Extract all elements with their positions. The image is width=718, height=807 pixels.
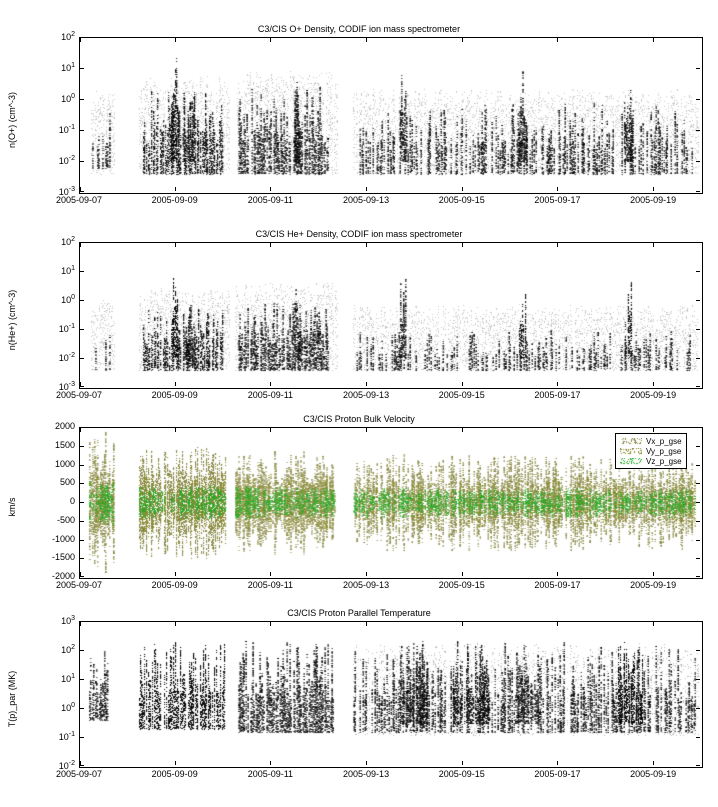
x-tick-mark [557, 38, 558, 42]
y-tick-label: 500 [59, 477, 75, 488]
x-tick-mark [270, 38, 271, 42]
y-tick-mark [696, 765, 700, 766]
chart-title: C3/CIS Proton Bulk Velocity [303, 414, 415, 424]
x-tick-mark [653, 572, 654, 576]
x-tick-mark [653, 38, 654, 42]
x-tick-label: 2005-09-19 [630, 195, 677, 205]
y-tick-mark [80, 300, 84, 301]
y-tick-label: $10^2$ [61, 236, 75, 247]
chart-title: C3/CIS Proton Parallel Temperature [287, 608, 431, 618]
x-tick-label: 2005-09-17 [534, 580, 581, 590]
y-tick-mark [696, 358, 700, 359]
x-tick-mark [175, 243, 176, 247]
x-tick-mark [366, 761, 367, 765]
y-tick-mark [80, 558, 84, 559]
x-tick-mark [270, 243, 271, 247]
x-tick-mark [557, 382, 558, 386]
y-tick-mark [696, 679, 700, 680]
x-tick-label: 2005-09-09 [151, 390, 198, 400]
y-tick-mark [80, 521, 84, 522]
x-tick-mark [80, 38, 81, 42]
x-tick-label: 2005-09-17 [534, 769, 581, 779]
x-tick-mark [80, 761, 81, 765]
y-tick-label: $10^{-3}$ [58, 381, 75, 392]
y-tick-label: $10^2$ [61, 31, 75, 42]
x-tick-mark [80, 622, 81, 626]
x-tick-label: 2005-09-07 [55, 195, 103, 205]
x-tick-mark [462, 572, 463, 576]
x-tick-mark [557, 428, 558, 432]
y-tick-mark [80, 271, 84, 272]
x-tick-mark [366, 428, 367, 432]
x-tick-mark [653, 428, 654, 432]
x-tick-mark [462, 382, 463, 386]
chart-title: C3/CIS He+ Density, CODIF ion mass spectrometer [255, 229, 463, 239]
x-tick-mark [175, 572, 176, 576]
x-tick-mark [653, 187, 654, 191]
y-axis-label: T(p)_par (MK) [7, 670, 17, 727]
plot-area [79, 621, 703, 768]
x-tick-mark [175, 38, 176, 42]
chart-panel-1 [0, 24, 718, 205]
x-tick-label: 2005-09-11 [247, 390, 294, 400]
x-tick-mark [175, 428, 176, 432]
y-tick-mark [80, 737, 84, 738]
y-tick-mark [696, 708, 700, 709]
y-tick-label: 0 [69, 496, 75, 506]
x-tick-label: 2005-09-07 [55, 390, 103, 400]
y-tick-label: $10^{-2}$ [58, 155, 75, 166]
x-tick-mark [557, 622, 558, 626]
legend-swatch [620, 451, 642, 452]
legend [615, 433, 687, 469]
x-tick-mark [80, 243, 81, 247]
x-tick-mark [175, 187, 176, 191]
x-tick-label: 2005-09-09 [151, 195, 198, 205]
y-tick-mark [696, 130, 700, 131]
x-tick-label: 2005-09-13 [343, 390, 390, 400]
y-tick-label: $10^{-2}$ [58, 352, 75, 363]
x-tick-label: 2005-09-13 [343, 580, 390, 590]
legend-swatch [620, 441, 642, 442]
y-tick-mark [696, 161, 700, 162]
y-tick-mark [696, 427, 700, 428]
y-tick-mark [696, 37, 700, 38]
legend-label: Vz_p_gse [646, 456, 682, 466]
y-tick-mark [696, 502, 700, 503]
x-tick-label: 2005-09-17 [534, 390, 581, 400]
y-tick-label: -1000 [51, 533, 75, 544]
y-tick-label: -1500 [51, 552, 75, 563]
y-tick-label: $10^1$ [61, 673, 75, 684]
y-tick-mark [80, 358, 84, 359]
x-tick-mark [653, 761, 654, 765]
x-tick-mark [462, 622, 463, 626]
y-tick-mark [696, 271, 700, 272]
y-tick-label: $10^{-1}$ [58, 731, 75, 742]
x-tick-mark [80, 382, 81, 386]
y-tick-mark [80, 765, 84, 766]
y-tick-label: $10^{-2}$ [58, 760, 75, 771]
y-tick-mark [80, 483, 84, 484]
y-tick-mark [80, 99, 84, 100]
x-tick-label: 2005-09-07 [55, 580, 103, 590]
x-tick-mark [462, 428, 463, 432]
y-tick-label: 2000 [54, 421, 75, 431]
x-tick-mark [653, 243, 654, 247]
data-canvas [80, 38, 702, 193]
y-tick-label: -2000 [51, 571, 75, 581]
y-tick-label: $10^0$ [61, 294, 75, 305]
x-tick-label: 2005-09-15 [438, 195, 485, 205]
legend-item [620, 456, 682, 466]
y-tick-mark [696, 483, 700, 484]
x-tick-mark [462, 761, 463, 765]
legend-item [620, 436, 682, 446]
x-tick-mark [557, 761, 558, 765]
x-tick-label: 2005-09-19 [630, 390, 677, 400]
data-canvas [80, 243, 702, 388]
x-tick-label: 2005-09-13 [343, 195, 390, 205]
x-tick-mark [366, 243, 367, 247]
y-tick-label: $10^2$ [61, 644, 75, 655]
x-tick-mark [462, 243, 463, 247]
data-canvas [80, 428, 702, 578]
x-tick-mark [366, 38, 367, 42]
x-tick-mark [270, 428, 271, 432]
y-tick-label: $10^{-3}$ [58, 186, 75, 197]
x-tick-label: 2005-09-15 [438, 580, 485, 590]
y-tick-mark [80, 708, 84, 709]
x-tick-mark [270, 187, 271, 191]
x-tick-mark [366, 187, 367, 191]
y-tick-label: 1000 [54, 458, 75, 469]
x-tick-mark [557, 243, 558, 247]
plot-area [79, 37, 703, 194]
x-tick-mark [80, 187, 81, 191]
x-tick-mark [557, 572, 558, 576]
x-tick-label: 2005-09-17 [534, 195, 581, 205]
x-tick-mark [270, 382, 271, 386]
x-tick-label: 2005-09-09 [151, 769, 198, 779]
x-tick-mark [80, 428, 81, 432]
x-tick-label: 2005-09-15 [438, 390, 485, 400]
x-tick-mark [175, 761, 176, 765]
y-tick-mark [80, 576, 84, 577]
x-tick-label: 2005-09-19 [630, 769, 677, 779]
y-tick-label: $10^1$ [61, 62, 75, 73]
y-tick-label: $10^0$ [61, 93, 75, 104]
x-tick-mark [366, 382, 367, 386]
y-tick-mark [696, 191, 700, 192]
y-tick-mark [80, 386, 84, 387]
y-tick-mark [80, 446, 84, 447]
legend-label: Vx_p_gse [646, 436, 682, 446]
x-tick-mark [462, 38, 463, 42]
y-tick-mark [80, 161, 84, 162]
y-tick-mark [696, 68, 700, 69]
x-tick-label: 2005-09-11 [247, 769, 294, 779]
legend-label: Vy_p_gse [646, 446, 682, 456]
y-tick-label: $10^{-1}$ [58, 124, 75, 135]
legend-swatch [620, 461, 642, 462]
x-tick-mark [270, 622, 271, 626]
x-tick-label: 2005-09-15 [438, 769, 485, 779]
y-tick-mark [80, 130, 84, 131]
x-tick-label: 2005-09-11 [247, 580, 294, 590]
legend-item [620, 446, 682, 456]
x-tick-label: 2005-09-13 [343, 769, 390, 779]
y-axis-label: km/s [7, 497, 17, 517]
y-tick-mark [696, 465, 700, 466]
y-tick-mark [696, 242, 700, 243]
y-tick-mark [80, 502, 84, 503]
chart-panel-2 [0, 229, 718, 400]
x-tick-mark [557, 187, 558, 191]
y-tick-mark [696, 386, 700, 387]
x-tick-mark [366, 622, 367, 626]
chart-panel-4 [0, 608, 718, 779]
x-tick-mark [653, 382, 654, 386]
y-tick-mark [80, 68, 84, 69]
x-tick-mark [80, 572, 81, 576]
x-tick-mark [175, 622, 176, 626]
y-tick-mark [80, 679, 84, 680]
x-tick-label: 2005-09-07 [55, 769, 103, 779]
y-tick-label: $10^0$ [61, 702, 75, 713]
y-tick-mark [696, 300, 700, 301]
y-tick-mark [696, 99, 700, 100]
y-axis-label: n(He+) (cm^-3) [7, 289, 17, 350]
y-tick-label: $10^3$ [61, 615, 75, 626]
y-tick-label: 1500 [54, 439, 75, 450]
x-tick-mark [270, 572, 271, 576]
y-tick-mark [696, 446, 700, 447]
y-tick-label: $10^{-1}$ [58, 323, 75, 334]
y-tick-mark [696, 650, 700, 651]
y-tick-mark [696, 558, 700, 559]
y-tick-mark [696, 737, 700, 738]
y-tick-label: $10^1$ [61, 265, 75, 276]
y-tick-mark [80, 465, 84, 466]
chart-panel-3 [0, 414, 718, 590]
data-canvas [80, 622, 702, 767]
x-tick-label: 2005-09-19 [630, 580, 677, 590]
plot-area [79, 242, 703, 389]
y-tick-mark [80, 329, 84, 330]
y-tick-label: -500 [56, 514, 75, 525]
x-tick-mark [653, 622, 654, 626]
y-tick-mark [696, 621, 700, 622]
x-tick-mark [366, 572, 367, 576]
y-tick-mark [80, 540, 84, 541]
y-tick-mark [696, 576, 700, 577]
x-tick-label: 2005-09-11 [247, 195, 294, 205]
x-tick-mark [462, 187, 463, 191]
x-tick-label: 2005-09-09 [151, 580, 198, 590]
y-tick-mark [696, 540, 700, 541]
y-axis-label: n(O+) (cm^-3) [7, 91, 17, 148]
x-tick-mark [175, 382, 176, 386]
y-tick-mark [696, 329, 700, 330]
y-tick-mark [80, 191, 84, 192]
x-tick-mark [270, 761, 271, 765]
y-tick-mark [696, 521, 700, 522]
y-tick-mark [80, 650, 84, 651]
plot-area [79, 427, 703, 579]
chart-title: C3/CIS O+ Density, CODIF ion mass spectrometer [257, 24, 461, 34]
